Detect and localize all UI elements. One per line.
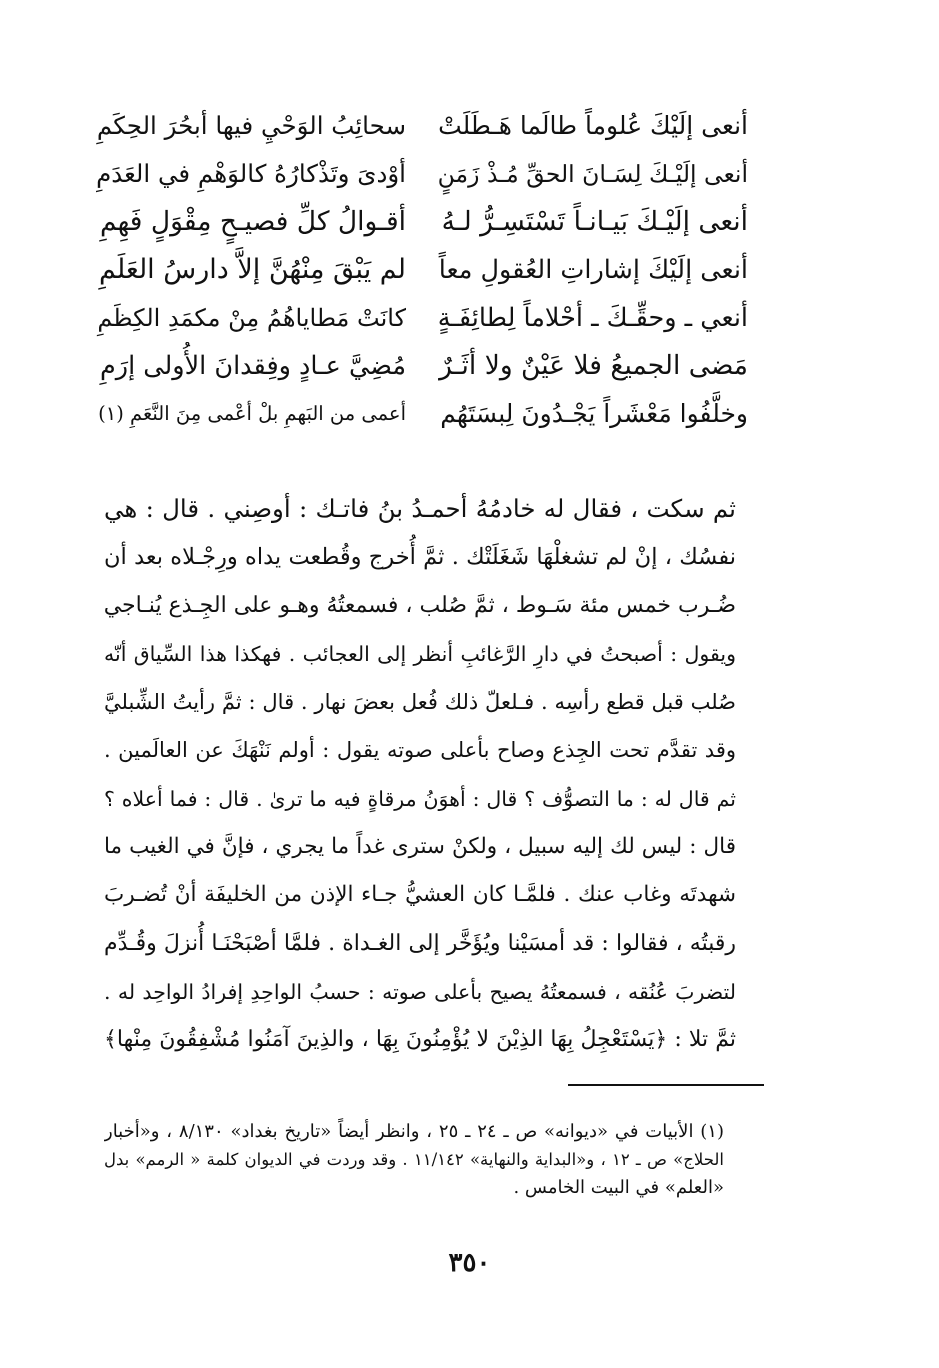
- verse: [96, 198, 748, 246]
- verse-first-hemistich: مَضى الجميعُ فلا عَيْنٌ ولا أثَـرٌ: [439, 350, 748, 381]
- footnote-line: «العلم» في البيت الخامس .: [513, 1177, 724, 1198]
- prose-line: ويقول : أصبحتُ في دارِ الرَّغائبِ أنظر إلى العجائب . فهكذا هذا السِّياق أنّه: [104, 641, 736, 666]
- verse-first-hemistich: وخلَّفُوا مَعْشَراً يَجْـدُونَ لِبسَتَهُم: [440, 399, 748, 428]
- prose-line: ثمَّ تلا : ﴿يَسْتَعْجِلُ بِهَا الذِيْنَ لا يُؤْمِنُونَ بِهَا ، والذِينَ آمَنُوا مُشْفِقُونَ مِنْها﴾: [104, 1027, 736, 1053]
- verse: [96, 150, 748, 198]
- prose-line: ثم قال له : ما التصوُّف ؟ قال : أهوَنُ مرقاةٍ فيه ما ترىٰ . قال : فما أعلاه ؟: [104, 786, 736, 811]
- verse-second-hemistich: كانَتْ مَطاياهُمُ مِنْ مكمَدِ الكِظَمِ: [97, 304, 406, 332]
- verse-first-hemistich: أنعى إلَيْـكَ لِسَـانَ الحقِّ مُـذْ زَمَنٍ: [438, 160, 748, 188]
- prose-line: ثم سكت ، فقال له خادمُهُ أحمـدُ بنُ فاتـك : أوصِني . قال : هي: [104, 494, 736, 523]
- footnote-line: (١) الأبيات في «ديوانه» ص ـ ٢٤ ـ ٢٥ ، وانظر أيضاً «تاريخ بغداد» ٨/١٣٠ ، و«أخبار: [104, 1121, 724, 1142]
- prose-line: شهدتَه وغاب عنك . فلمَّـا كان العشيُّ جـاء الإذن من الخليفَة أنْ تُضـربَ: [104, 882, 736, 908]
- prose-line: ضُـرب خمس مئة سَـوط ، ثمَّ صُلب ، فسمعتُهُ وهـو على الجِـذع يُنـاجي: [104, 592, 736, 618]
- prose-line: قال : ليس لك إليه سبيل ، ولكنْ سترى غداً ما يجري ، فإنَّ في الغيب ما: [104, 834, 736, 860]
- verse-second-hemistich: لم يَبْقَ مِنْهُنَّ إلاَّ دارسُ العَلَمِ: [99, 254, 406, 285]
- verse-first-hemistich: أنعي ـ وحقِّـكَ ـ أحْلاماً لِطائِفَـةٍ: [438, 303, 748, 333]
- verse: [96, 246, 748, 294]
- page-number: ٣٥٠: [448, 1248, 491, 1278]
- verse-second-hemistich: سحائِبُ الوَحْيِ فيها أبحُرَ الحِكَمِ: [96, 111, 406, 140]
- footnote-separator: [568, 1084, 764, 1086]
- prose-line: لتضربَ عُنُقه ، فسمعتُهُ يصيح بأعلى صوته : حسبُ الواحِدِ إفرادُ الواحِد له .: [104, 979, 736, 1004]
- prose-line: صُلب قبل قطع رأسِه . فـلعلّ ذلك فُعل بعضَ نهار . قال : ثمَّ رأيتُ الشِّبليَّ: [104, 690, 736, 715]
- verse: [96, 390, 748, 438]
- prose-paragraph: [104, 485, 736, 1065]
- footnote: [104, 1118, 724, 1202]
- verse: [96, 294, 748, 342]
- poem: [96, 102, 748, 438]
- prose-line: رقبتُه ، فقالوا : قد أمسَيْنا ويُؤَخَّر إلى الغـداة . فلمَّا أصْبَحْنَـا أُنزلَ وقُـدِّم: [104, 930, 736, 956]
- verse: [96, 102, 748, 150]
- verse-second-hemistich: مُضِيَّ عـادٍ وفِقدانَ الأُولى إرَمِ: [99, 351, 406, 381]
- verse-second-hemistich: أوْدىَ وتَذْكارُهُ كالوَهْمِ في العَدَمِ: [96, 159, 406, 188]
- verse-second-hemistich: أقـوالُ كلِّ فصيـحٍ مِقْوَلٍ فَهِمِ: [99, 206, 406, 237]
- footnote-line: الحلاج» ص ـ ١٢ ، و«البداية والنهاية» ١١/١٤٢ . وقد وردت في الديوان كلمة « الرمم» بدل: [104, 1150, 724, 1169]
- verse-first-hemistich: أنعى إلَيْكَ إشاراتِ العُقولِ معاً: [438, 255, 748, 285]
- verse-second-hemistich: أعمى من البَهمِ بلْ أعْمى مِنَ النَّعَمِ (١): [98, 402, 406, 425]
- prose-line: وقد تقدَّم تحت الجِذع وصاح بأعلى صوته يقول : أولم نَنْهَكَ عن العالَمين .: [104, 738, 736, 763]
- verse-first-hemistich: أنعى إلَيْكَ عُلوماً طالَما هَـطَلَتْ: [438, 111, 748, 140]
- verse-first-hemistich: أنعى إلَيْـكَ بَيـانـاً تَسْتَسِـرُّ لـهُ: [441, 206, 748, 237]
- prose-line: نفسُك ، إنْ لم تشغلْهَا شَغَلَتْك . ثمَّ أُخرج وقُطعت يداه ورِجْـلاه بعد أن: [104, 544, 736, 571]
- verse: [96, 342, 748, 390]
